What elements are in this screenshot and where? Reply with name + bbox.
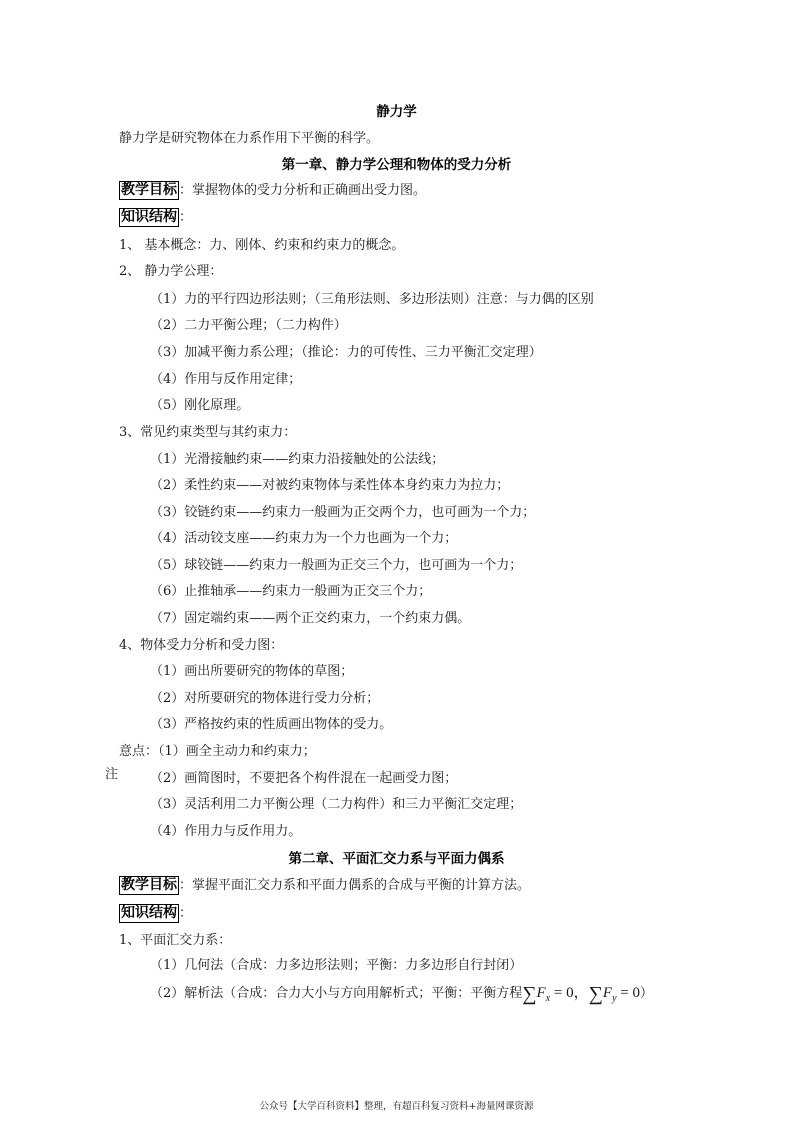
list-item: （1）力的平行四边形法则；（三角形法则、多边形法则）注意：与力偶的区别: [150, 292, 594, 307]
note-item: （2）画简图时，不要把各个构件混在一起画受力图；: [150, 771, 458, 786]
list-item: （1）几何法（合成：力多边形法则；平衡：力多边形自行封闭）: [150, 958, 523, 973]
notes-side-char: 注: [105, 767, 119, 782]
objective-text: ：掌握平面汇交力系和平面力偶系的合成与平衡的计算方法。: [179, 878, 531, 893]
list-item-formula: （2）解析法（合成：合力大小与方向用解析式；平衡：平衡方程$\sum F_x = 0$，$\sum F_y = 0$）: [150, 983, 654, 1005]
list-item: （4）作用与反作用定律；: [150, 372, 302, 387]
structure-label: 知识结构: [121, 905, 177, 921]
list-item: （2）柔性约束——对被约束物体与柔性体本身约束力为拉力；: [150, 478, 510, 493]
note-item: （4）作用力与反作用力。: [150, 824, 302, 839]
chapter-2-structure: 知识结构 ：: [121, 905, 193, 921]
page-footer: 公众号【大学百科资料】整理，有超百科复习资料+海量网课资源: [259, 1101, 534, 1112]
chapter-1-objective: [119, 181, 426, 200]
list-item: （4）活动铰支座——约束力为一个力也画为一个力；: [150, 531, 458, 546]
chapter-2-section-1-heading: 1、平面汇交力系：: [119, 933, 232, 948]
list-item: （5）球铰链——约束力一般画为正交三个力，也可画为一个力；: [150, 558, 523, 573]
list-item: （1）光滑接触约束——约束力沿接触处的公法线；: [150, 452, 445, 467]
section-2-heading: 2、 静力学公理：: [119, 264, 223, 279]
section-4-heading: 4、物体受力分析和受力图：: [119, 638, 284, 653]
list-item: （5）刚化原理。: [150, 398, 250, 413]
list-item: （2）对所要研究的物体进行受力分析；: [150, 691, 380, 706]
list-item: （3）加减平衡力系公理；（推论：力的可传性、三力平衡汇交定理）: [150, 345, 542, 360]
list-item: （7）固定端约束——两个正交约束力，一个约束力偶。: [150, 611, 471, 626]
chapter-1-heading: 第一章、静力学公理和物体的受力分析: [281, 157, 512, 173]
list-item: （6）止推轴承——约束力一般画为正交三个力；: [150, 584, 432, 599]
chapter-1-structure: 知识结构 ：: [121, 209, 193, 225]
section-1-heading: 1、 基本概念：力、刚体、约束和约束力的概念。: [119, 238, 405, 253]
intro-text: 静力学是研究物体在力系作用下平衡的科学。: [119, 131, 380, 146]
note-item: （3）灵活利用二力平衡公理（二力构件）和三力平衡汇交定理；: [150, 797, 523, 812]
objective-text: ：掌握物体的受力分析和正确画出受力图。: [179, 183, 427, 198]
equilibrium-formula: $\sum F_x = 0$，$\sum F_y = 0$: [522, 983, 641, 1005]
notes-first-line: 意点：（1）画全主动力和约束力；: [119, 744, 316, 759]
list-item: （3）严格按约束的性质画出物体的受力。: [150, 717, 393, 732]
list-item: （3）铰链约束——约束力一般画为正交两个力，也可画为一个力；: [150, 505, 536, 520]
list-item: （2）二力平衡公理；（二力构件）: [150, 318, 347, 333]
objective-label: 教学目标: [121, 877, 177, 893]
section-3-heading: 3、常见约束类型与其约束力：: [119, 425, 297, 440]
objective-label: 教学目标: [121, 182, 177, 198]
document-title: 静力学: [376, 104, 417, 120]
chapter-2-heading: 第二章、平面汇交力系与平面力偶系: [288, 851, 505, 867]
chapter-2-objective: [119, 876, 530, 895]
structure-label: 知识结构: [121, 209, 177, 225]
list-item: （1）画出所要研究的物体的草图；: [150, 664, 354, 679]
